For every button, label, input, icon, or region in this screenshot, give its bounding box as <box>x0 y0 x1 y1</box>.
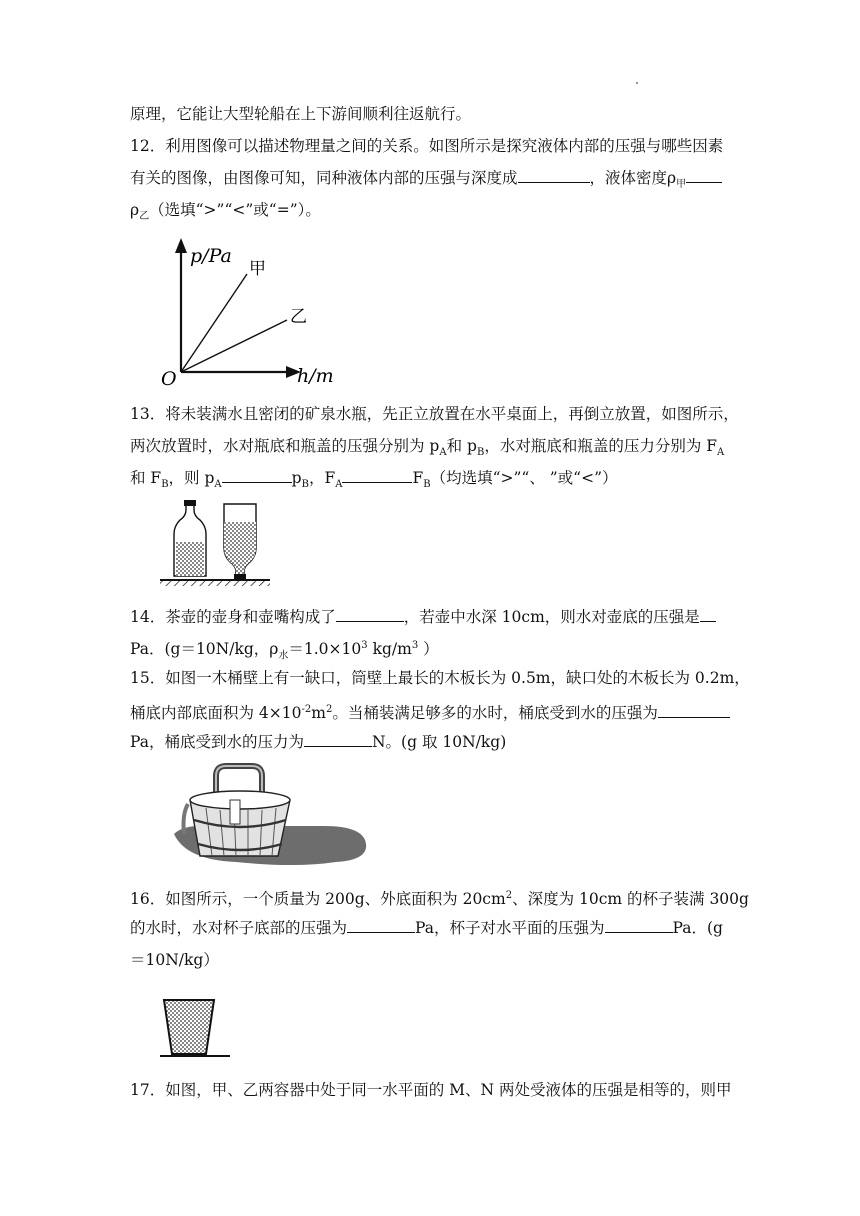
upright-bottle-water <box>176 542 204 576</box>
series-label-jia: 甲 <box>249 259 266 279</box>
pressure-depth-graph <box>155 234 355 386</box>
q16-line-1: 16．如图所示，一个质量为 200g、外底面积为 $20cm^2$、深度为 10cm 的杯子装满 300g <box>130 890 749 909</box>
answer-blank[interactable] <box>700 607 716 622</box>
answer-blank[interactable] <box>518 168 590 183</box>
q12-line-2: 有关的图像，由图像可知，同种液体内部的压强与深度成 ，液体密度$\rho_甲$ <box>130 168 722 195</box>
bucket-notch <box>230 800 240 824</box>
inverted-bottle-water <box>224 522 256 576</box>
q14-line-2: Pa．(g＝10N/kg，$\rho_水=1.0\times 10^3$ $kg/m^3$ ） <box>130 640 439 662</box>
q17-line-1: 17．如图，甲、乙两容器中处于同一水平面的 M、N 两处受液体的压强是相等的，则甲 <box>130 1081 732 1099</box>
series-label-yi: 乙 <box>290 307 307 327</box>
q13-line-1: 13．将未装满水且密闭的矿泉水瓶，先正立放置在水平桌面上，再倒立放置，如图所示， <box>130 405 739 423</box>
y-axis-arrow-icon <box>175 238 187 253</box>
upright-bottle-cap <box>184 500 196 506</box>
x-axis-label: h/m <box>297 365 334 386</box>
q15-line-1: 15．如图一木桶壁上有一缺口，筒壁上最长的木板长为 0.5m，缺口处的木板长为 0.2m， <box>130 669 750 687</box>
answer-blank[interactable] <box>686 168 722 183</box>
series-line-jia <box>181 274 247 372</box>
q12-line-1: 12．利用图像可以描述物理量之间的关系。如图所示是探究液体内部的压强与哪些因素 <box>130 137 724 155</box>
q15-line-2: 桶底内部底面积为 $4\times 10^{-2}m^2$。当桶装满足够多的水时，桶底受到水的压强为 <box>130 700 730 723</box>
stray-dot <box>636 82 638 84</box>
answer-blank[interactable] <box>304 732 372 747</box>
bottle-figure <box>160 498 270 590</box>
cup-with-water <box>164 1000 214 1054</box>
origin-label: O <box>161 368 177 386</box>
answer-blank[interactable] <box>605 918 673 933</box>
answer-blank[interactable] <box>658 703 730 718</box>
answer-blank[interactable] <box>336 607 404 622</box>
q12-line-3: $\rho_乙$（选填“>”“<”或“=”）。 <box>130 201 321 223</box>
q15-line-3: Pa，桶底受到水的压力为 N。(g 取 10N/kg) <box>130 733 507 751</box>
answer-blank[interactable] <box>342 468 412 483</box>
series-line-yi <box>181 320 287 372</box>
q13-line-2: 两次放置时，水对瓶底和瓶盖的压强分别为 $p_A$和 $p_B$，水对瓶底和瓶盖的压力分别为 $F_A$ <box>130 437 725 459</box>
cup-figure <box>160 996 232 1064</box>
q13-line-3: 和 $F_B$，则 $p_A$ $p_B$，$F_A$ $F_B$（均选填“>”“、 ”或“<”） <box>130 469 618 491</box>
wooden-bucket-figure <box>172 760 368 868</box>
q16-line-2: 的水时，水对杯子底部的压强为 Pa，杯子对水平面的压强为 Pa．(g <box>130 919 723 937</box>
q14-line-1: 14．茶壶的壶身和壶嘴构成了 ，若壶中水深 10cm，则水对壶底的压强是 <box>130 607 716 627</box>
y-axis-label: p/Pa <box>190 245 232 267</box>
text-line: 原理，它能让大型轮船在上下游间顺利往返航行。 <box>130 105 472 123</box>
q16-line-3: ＝10N/kg） <box>130 951 219 969</box>
answer-blank[interactable] <box>222 468 292 483</box>
answer-blank[interactable] <box>347 918 415 933</box>
